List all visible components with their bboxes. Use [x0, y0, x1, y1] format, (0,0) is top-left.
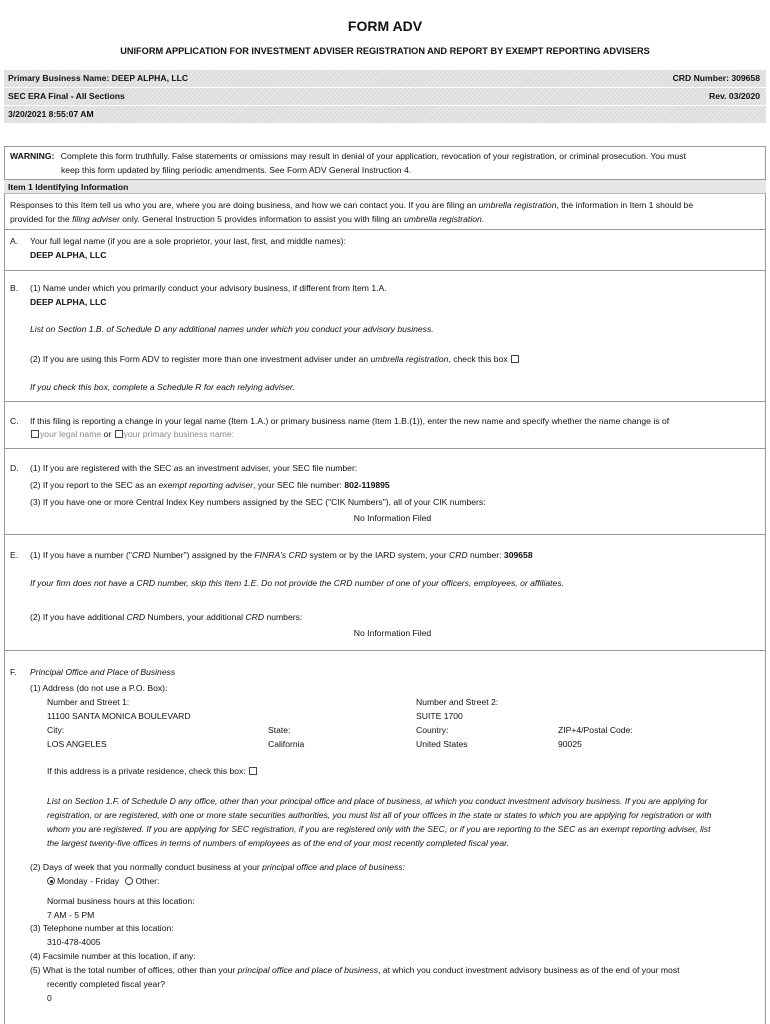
item-e-note: If your firm does not have a CRD number, skip this Item 1.E. Do not provide the CRD number of one of your officers, employees, or affiliates.: [30, 578, 565, 588]
office-count-value: 0: [47, 993, 52, 1003]
e1-text: number:: [467, 550, 504, 560]
f5-text: (5) What is the total number of offices, other than your: [30, 965, 238, 975]
b2-text: , check this box: [448, 354, 508, 364]
intro-term: umbrella registration: [478, 200, 557, 210]
divider: [4, 270, 766, 271]
e1-text: (1) If you have a number (": [30, 550, 132, 560]
street1-label: Number and Street 1:: [47, 697, 130, 707]
item1-intro-line1: [10, 200, 760, 211]
item-f2-question: [30, 862, 405, 873]
item-a-label: A.: [10, 236, 19, 246]
hours-label: Normal business hours at this location:: [47, 896, 195, 906]
business-name-option-label: your primary business name:: [123, 429, 234, 439]
crd-number-value: 309658: [503, 550, 533, 560]
e2-text: Numbers, your additional: [145, 612, 246, 622]
e2-term: CRD: [126, 612, 146, 622]
warning-label: WARNING:: [10, 151, 55, 161]
private-residence-label: If this address is a private residence, check this box:: [47, 766, 246, 776]
city-value: LOS ANGELES: [47, 739, 107, 749]
revision: Rev. 03/2020: [709, 91, 760, 101]
form-subtitle: UNIFORM APPLICATION FOR INVESTMENT ADVISER REGISTRATION AND REPORT BY EXEMPT REPORTING ADVISERS: [120, 46, 650, 56]
header-bar-filing: [4, 88, 766, 105]
business-name-value: DEEP ALPHA, LLC: [30, 297, 107, 307]
legal-name-value: DEEP ALPHA, LLC: [30, 250, 107, 260]
intro-term: umbrella registration: [403, 214, 482, 224]
zip-value: 90025: [558, 739, 582, 749]
legal-name-change-checkbox[interactable]: [31, 430, 39, 438]
item-c-question: If this filing is reporting a change in your legal name (Item 1.A.) or primary business name (Item 1.B.(1)), enter the new name and specify whether the name change is of: [30, 416, 670, 426]
item-c-options: [30, 429, 234, 440]
e2-text: numbers:: [264, 612, 303, 622]
f5-term: principal office and place of business: [237, 965, 379, 975]
form-title: FORM ADV: [347, 18, 423, 34]
item-b2-note: If you check this box, complete a Schedule R for each relying adviser.: [30, 382, 295, 392]
telephone-value: 310-478-4005: [47, 937, 101, 947]
e1-text: Number") assigned by the: [150, 550, 255, 560]
item-a-question: Your full legal name (if you are a sole proprietor, your last, first, and middle names):: [30, 236, 346, 246]
item-b2-question: [30, 354, 520, 365]
private-residence-row: [47, 766, 258, 777]
item1-header: Item 1 Identifying Information: [4, 179, 766, 194]
list-note-line: whom you are registered. If you are applying for SEC registration, if you are registered only with the SEC, or if you are reporting to the SEC as an exempt reporting adviser, list: [47, 824, 711, 834]
e1-term: CRD: [131, 550, 151, 560]
intro-text: Responses to this Item tell us who you are, where you are doing business, and how we can contact you. If you are filing an: [10, 200, 479, 210]
list-note-line: registration, or are registered, with one or more state securities authorities, you must list all of your offices in the state or states to which you are applying for registration or with: [47, 810, 712, 820]
filing-type: SEC ERA Final - All Sections: [8, 91, 125, 101]
item-e-label: E.: [10, 550, 19, 560]
list-note-line: the largest twenty-five offices in terms of numbers of employees as of the end of your most recently completed fiscal year.: [47, 838, 510, 848]
item-d2-question: [30, 480, 390, 491]
days-options: [47, 876, 159, 887]
zip-label: ZIP+4/Postal Code:: [558, 725, 633, 735]
b2-text: (2) If you are using this Form ADV to register more than one investment adviser under an: [30, 354, 371, 364]
country-value: United States: [416, 739, 468, 749]
item-e2-question: [30, 612, 302, 623]
state-label: State:: [268, 725, 291, 735]
f2-text: (2) Days of week that you normally conduct business at your: [30, 862, 263, 872]
street2-value: SUITE 1700: [416, 711, 463, 721]
d2-text: , your SEC file number:: [253, 480, 345, 490]
other-days-radio[interactable]: [125, 877, 133, 885]
umbrella-registration-checkbox[interactable]: [511, 355, 519, 363]
private-residence-checkbox[interactable]: [249, 767, 257, 775]
item-b1-question: (1) Name under which you primarily conduct your advisory business, if different from Item 1.A.: [30, 283, 387, 293]
e1-term: FINRA's CRD: [254, 550, 308, 560]
header-bar-business: [4, 70, 766, 87]
warning-block: [10, 151, 760, 162]
item-f1-question: (1) Address (do not use a P.O. Box):: [30, 683, 168, 693]
city-label: City:: [47, 725, 65, 735]
sec-file-number: 802-119895: [344, 480, 390, 490]
e2-term: CRD: [245, 612, 265, 622]
item1-intro-line2: [10, 214, 760, 225]
item-f-list-note: [47, 794, 762, 850]
business-name-change-checkbox[interactable]: [115, 430, 123, 438]
warning-line2: keep this form updated by filing periodic amendments. See Form ADV General Instruction 4.: [61, 165, 412, 175]
item-d-label: D.: [10, 463, 19, 473]
country-label: Country:: [416, 725, 449, 735]
e1-term: CRD: [448, 550, 468, 560]
divider: [4, 534, 766, 535]
divider: [4, 229, 766, 230]
item-f3-question: (3) Telephone number at this location:: [30, 923, 174, 933]
intro-text: , the information in Item 1 should be: [556, 200, 694, 210]
primary-business-name: Primary Business Name: DEEP ALPHA, LLC: [8, 73, 189, 83]
f5-text: , at which you conduct investment advisory business as of the end of your most: [378, 965, 680, 975]
additional-crd-value: No Information Filed: [353, 628, 432, 638]
item-f5-question: [30, 965, 760, 976]
intro-text: only. General Instruction 5 provides information to assist you with filing an: [119, 214, 404, 224]
item-b-label: B.: [10, 283, 19, 293]
item-b-list-note: List on Section 1.B. of Schedule D any additional names under which you conduct your advisory business.: [30, 324, 434, 334]
divider: [4, 448, 766, 449]
b2-term: umbrella registration: [370, 354, 449, 364]
item-c-label: C.: [10, 416, 19, 426]
list-note-line: List on Section 1.F. of Schedule D any office, other than your principal office and place of business, at which you conduct investment advisory business. If you are applying for: [47, 796, 708, 806]
divider: [4, 650, 766, 651]
e1-text: system or by the IARD system, your: [307, 550, 449, 560]
divider: [4, 401, 766, 402]
hours-value: 7 AM - 5 PM: [47, 910, 95, 920]
d2-text: (2) If you report to the SEC as an: [30, 480, 159, 490]
legal-name-option-label: your legal name: [40, 429, 102, 439]
item-f-title: Principal Office and Place of Business: [30, 667, 176, 677]
cik-numbers-value: No Information Filed: [353, 513, 432, 523]
or-text: or: [103, 429, 112, 439]
item-e1-question: [30, 550, 533, 561]
item-f5-question-cont: recently completed fiscal year?: [47, 979, 165, 989]
monday-friday-label: Monday - Friday: [57, 876, 120, 886]
item-d1-question: (1) If you are registered with the SEC as an investment adviser, your SEC file number:: [30, 463, 358, 473]
street1-value: 11100 SANTA MONICA BOULEVARD: [47, 711, 191, 721]
item-d3-question: (3) If you have one or more Central Index Key numbers assigned by the SEC ("CIK Numbers"), all of your CIK numbers:: [30, 497, 486, 507]
other-days-label: Other:: [135, 876, 160, 886]
state-value: California: [268, 739, 305, 749]
f2-term: principal office and place of business:: [262, 862, 405, 872]
item-f-label: F.: [10, 667, 17, 677]
header-bar-timestamp: [4, 106, 766, 123]
intro-text: .: [481, 214, 485, 224]
street2-label: Number and Street 2:: [416, 697, 499, 707]
intro-term: filing adviser: [72, 214, 120, 224]
timestamp: 3/20/2021 8:55:07 AM: [8, 109, 94, 119]
e2-text: (2) If you have additional: [30, 612, 127, 622]
monday-friday-radio[interactable]: [47, 877, 55, 885]
d2-term: exempt reporting adviser: [158, 480, 254, 490]
intro-text: provided for the: [10, 214, 73, 224]
item-f4-question: (4) Facsimile number at this location, if any:: [30, 951, 196, 961]
crd-number: CRD Number: 309658: [672, 73, 760, 83]
warning-line1: Complete this form truthfully. False statements or omissions may result in denial of your application, revocation of your registration, or criminal prosecution. You must: [60, 151, 686, 161]
